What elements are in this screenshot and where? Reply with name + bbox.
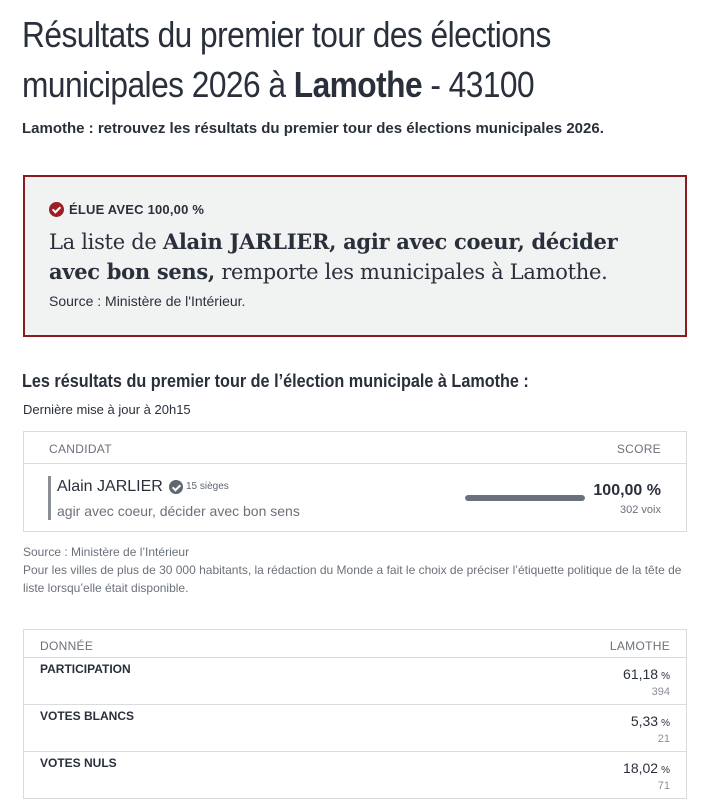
results-section-title: Les résultats du premier tour de l’élection municipale à Lamothe : [22, 371, 529, 391]
row-value [631, 713, 670, 729]
results-footnote [23, 543, 683, 597]
verified-check-icon [169, 480, 183, 494]
page-title [22, 10, 691, 110]
row-count: 71 [657, 780, 670, 792]
winner-source: Source : Ministère de l'Intérieur. [49, 293, 246, 309]
table-row [24, 658, 686, 705]
score-bar [465, 495, 585, 501]
row-label-participation: PARTICIPATION [40, 662, 131, 676]
footnote-source: Source : Ministère de l’Intérieur [23, 545, 190, 559]
row-count: 394 [651, 686, 670, 698]
row-label-null-votes: VOTES NULS [40, 756, 117, 770]
title-city: Lamothe [293, 64, 423, 105]
footnote-note: Pour les villes de plus de 30 000 habitants, la rédaction du Monde a fait le choix de préciser l’étiquette politique de la tête de liste lorsqu’elle était disponible. [23, 563, 682, 595]
column-header-score: SCORE [616, 442, 661, 456]
winner-announcement [49, 227, 669, 287]
page-subtitle: Lamothe : retrouvez les résultats du premier tour des élections municipales 2026. [22, 120, 604, 137]
row-label-blank-votes: VOTES BLANCS [40, 709, 135, 723]
score-bar-fill [465, 495, 585, 501]
column-header-city: LAMOTHE [609, 639, 670, 653]
results-table [23, 431, 687, 532]
winner-box [23, 175, 687, 337]
candidate-score: 100,00 % [593, 482, 661, 499]
row-value [623, 666, 670, 682]
value-number: 18,02 [623, 760, 659, 776]
last-update: Dernière mise à jour à 20h15 [23, 402, 191, 417]
value-unit: % [661, 718, 670, 729]
candidate-color-marker [48, 476, 51, 520]
candidate-votes: 302 voix [620, 504, 661, 516]
turnout-table [23, 629, 687, 799]
candidate-list-name: agir avec coeur, décider avec bon sens [57, 503, 300, 519]
winner-text-suffix: remporte les municipales à Lamothe. [214, 260, 608, 284]
value-number: 5,33 [630, 713, 659, 729]
winner-text-prefix: La liste de [49, 230, 163, 254]
check-circle-icon [49, 202, 64, 217]
title-text: Résultats du premier tour des élections municipales 2026 à [22, 14, 551, 105]
candidate-seats: 15 sièges [186, 481, 229, 492]
results-table-header [24, 432, 686, 464]
winner-list-name: Alain JARLIER, agir avec coeur, décider avec bon sens, [49, 229, 618, 284]
winner-badge [49, 202, 204, 217]
column-header-candidate: CANDIDAT [49, 442, 112, 456]
row-count: 21 [657, 733, 670, 745]
turnout-table-header [24, 630, 686, 658]
value-unit: % [661, 765, 670, 776]
row-value [623, 760, 670, 776]
table-row [24, 705, 686, 752]
value-unit: % [661, 671, 670, 682]
value-number: 61,18 [623, 666, 659, 682]
title-postcode: - 43100 [422, 64, 535, 105]
candidate-row [24, 464, 686, 532]
table-row [24, 752, 686, 799]
column-header-data: DONNÉE [40, 639, 94, 653]
winner-badge-label: ÉLUE AVEC 100,00 % [69, 202, 205, 217]
candidate-name: Alain JARLIER [57, 478, 163, 495]
